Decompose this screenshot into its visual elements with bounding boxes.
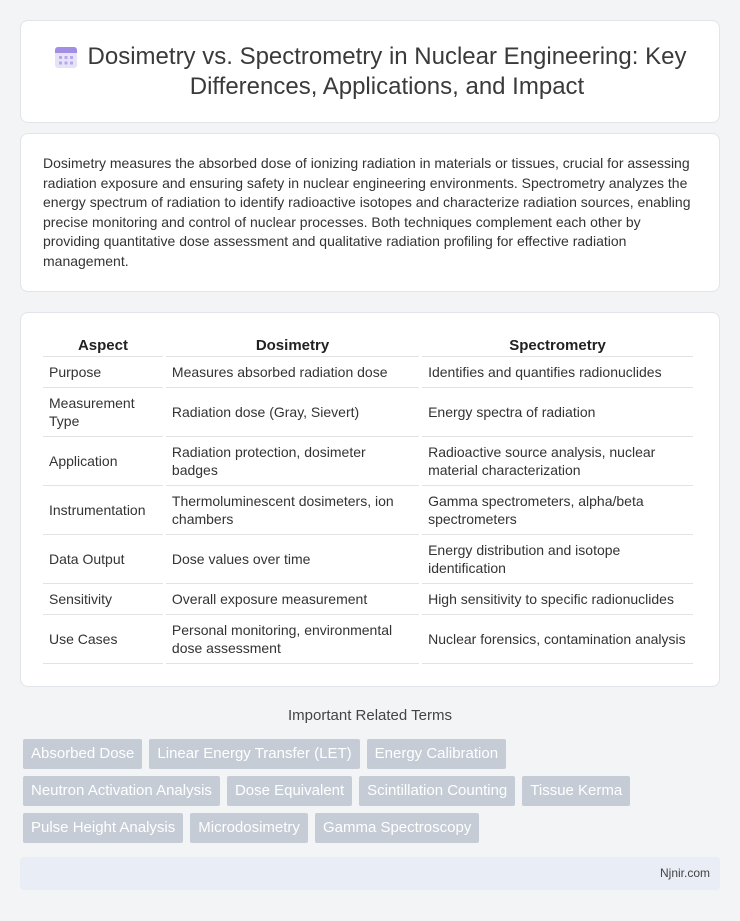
dosimetry-cell: Dose values over time [166,535,419,584]
header-spectrometry: Spectrometry [422,333,693,357]
spectrometry-cell: Energy spectra of radiation [422,388,693,437]
table-row [43,535,693,584]
aspect-cell: Measurement Type [43,388,163,437]
term-tag[interactable]: Microdosimetry [190,813,308,843]
dosimetry-cell: Radiation protection, dosimeter badges [166,437,419,486]
spectrometry-cell: Gamma spectrometers, alpha/beta spectrometers [422,486,693,535]
related-terms-list [23,739,723,850]
term-tag[interactable]: Pulse Height Analysis [23,813,183,843]
dosimetry-cell: Thermoluminescent dosimeters, ion chambers [166,486,419,535]
table-row [43,584,693,615]
related-terms-heading: Important Related Terms [288,707,452,724]
term-tag[interactable]: Scintillation Counting [359,776,515,806]
spectrometry-cell: Identifies and quantifies radionuclides [422,357,693,388]
aspect-cell: Application [43,437,163,486]
dosimetry-cell: Radiation dose (Gray, Sievert) [166,388,419,437]
term-tag[interactable]: Dose Equivalent [227,776,352,806]
intro-paragraph: Dosimetry measures the absorbed dose of ionizing radiation in materials or tissues, crucial for assessing radiation exposure and ensuring safety in nuclear engineering environments. Spectrometry analyzes the energy spectrum of radiation to identify radioactive isotopes and characterize radiation sources, enabling precise monitoring and control of nuclear processes. Both techniques complement each other by providing quantitative dose assessment and qualitative radiation profiling for effective radiation management. [43,155,691,269]
table-row [43,388,693,437]
aspect-cell: Purpose [43,357,163,388]
term-tag[interactable]: Tissue Kerma [522,776,630,806]
tag-row [23,776,723,806]
term-tag[interactable]: Energy Calibration [367,739,506,769]
aspect-cell: Use Cases [43,615,163,664]
table-row [43,615,693,664]
spectrometry-cell: Energy distribution and isotope identification [422,535,693,584]
dosimetry-cell: Personal monitoring, environmental dose assessment [166,615,419,664]
header-card [20,20,720,123]
term-tag[interactable]: Neutron Activation Analysis [23,776,220,806]
term-tag[interactable]: Absorbed Dose [23,739,142,769]
table-row [43,357,693,388]
intro-card [20,133,720,292]
term-tag[interactable]: Gamma Spectroscopy [315,813,479,843]
comparison-table [40,333,696,664]
table-row [43,486,693,535]
spectrometry-cell: Nuclear forensics, contamination analysis [422,615,693,664]
aspect-cell: Data Output [43,535,163,584]
aspect-cell: Sensitivity [43,584,163,615]
page-title: Dosimetry vs. Spectrometry in Nuclear Engineering: Key Differences, Applications, and Impact [87,42,687,100]
comparison-card [20,312,720,687]
header-dosimetry: Dosimetry [166,333,419,357]
table-row [43,437,693,486]
calendar-icon [53,44,79,70]
header-aspect: Aspect [43,333,163,357]
aspect-cell: Instrumentation [43,486,163,535]
spectrometry-cell: High sensitivity to specific radionuclides [422,584,693,615]
header [29,42,711,102]
footer-site-link[interactable]: Njnir.com [659,866,710,880]
term-tag[interactable]: Linear Energy Transfer (LET) [149,739,359,769]
footer [20,857,720,890]
dosimetry-cell: Measures absorbed radiation dose [166,357,419,388]
spectrometry-cell: Radioactive source analysis, nuclear material characterization [422,437,693,486]
dosimetry-cell: Overall exposure measurement [166,584,419,615]
tag-row [23,739,723,769]
tag-row [23,813,723,843]
table-header-row [43,333,693,357]
